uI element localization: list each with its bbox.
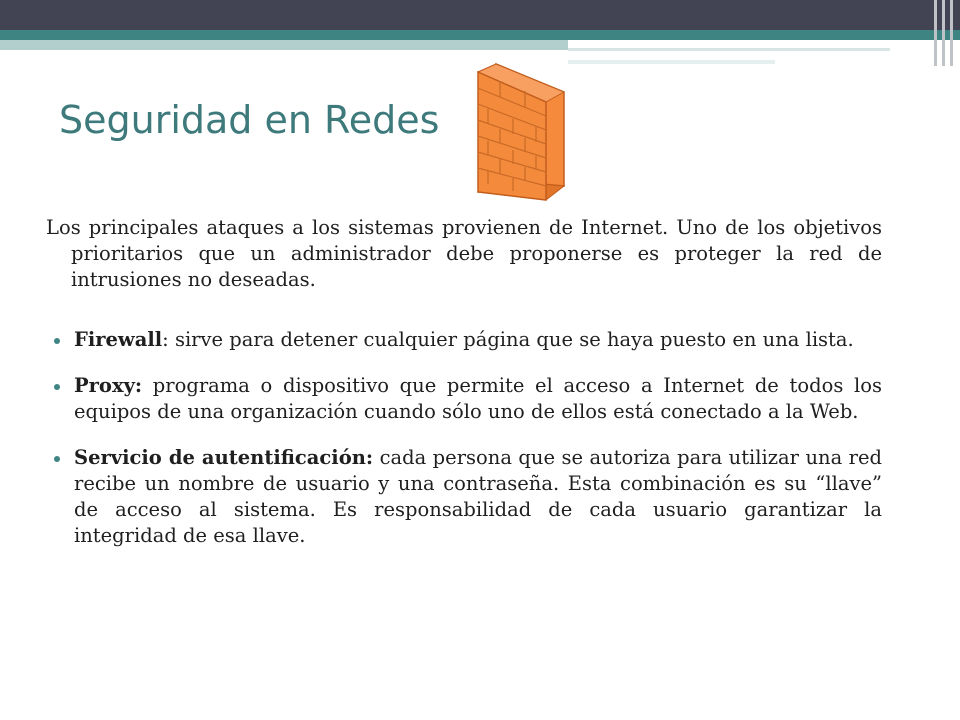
bullet-list (46, 327, 882, 549)
intro-paragraph: Los principales ataques a los sistemas provienen de Internet. Uno de los objetivos prioritarios que un administrador debe proponerse es proteger la red de intrusiones no deseadas. (46, 216, 882, 291)
header-thin-line-lower (568, 60, 775, 64)
header-light-stripe (0, 40, 568, 50)
header-thin-line (568, 48, 890, 51)
bullet-item-firewall (46, 327, 882, 353)
slide-title: Seguridad en Redes (59, 98, 440, 142)
bullet-term: Servicio de autentificación: (74, 446, 374, 469)
bullet-icon (54, 456, 60, 462)
bullet-icon (54, 384, 60, 390)
header-band (0, 0, 960, 30)
header-vertical-bars (930, 0, 960, 66)
bullet-item-proxy (46, 373, 882, 425)
header-accent-stripe (0, 30, 960, 40)
bullet-text: programa o dispositivo que permite el acceso a Internet de todos los equipos de una organización cuando sólo uno de ellos está conectado a la Web. (74, 374, 882, 423)
bullet-term: Proxy: (74, 374, 143, 397)
bullet-text: cada persona que se autoriza para utilizar una red recibe un nombre de usuario y una contraseña. Esta combinación es su “llave” de acceso al sistema. Es responsabilidad de cada usuario garantizar la integridad de esa llave. (74, 446, 882, 547)
bullet-item-authentication (46, 445, 882, 549)
bullet-term: Firewall (74, 328, 163, 351)
firewall-icon (470, 62, 574, 202)
slide-body (46, 215, 882, 569)
bullet-text: : sirve para detener cualquier página que se haya puesto en una lista. (162, 328, 854, 351)
bullet-icon (54, 338, 60, 344)
